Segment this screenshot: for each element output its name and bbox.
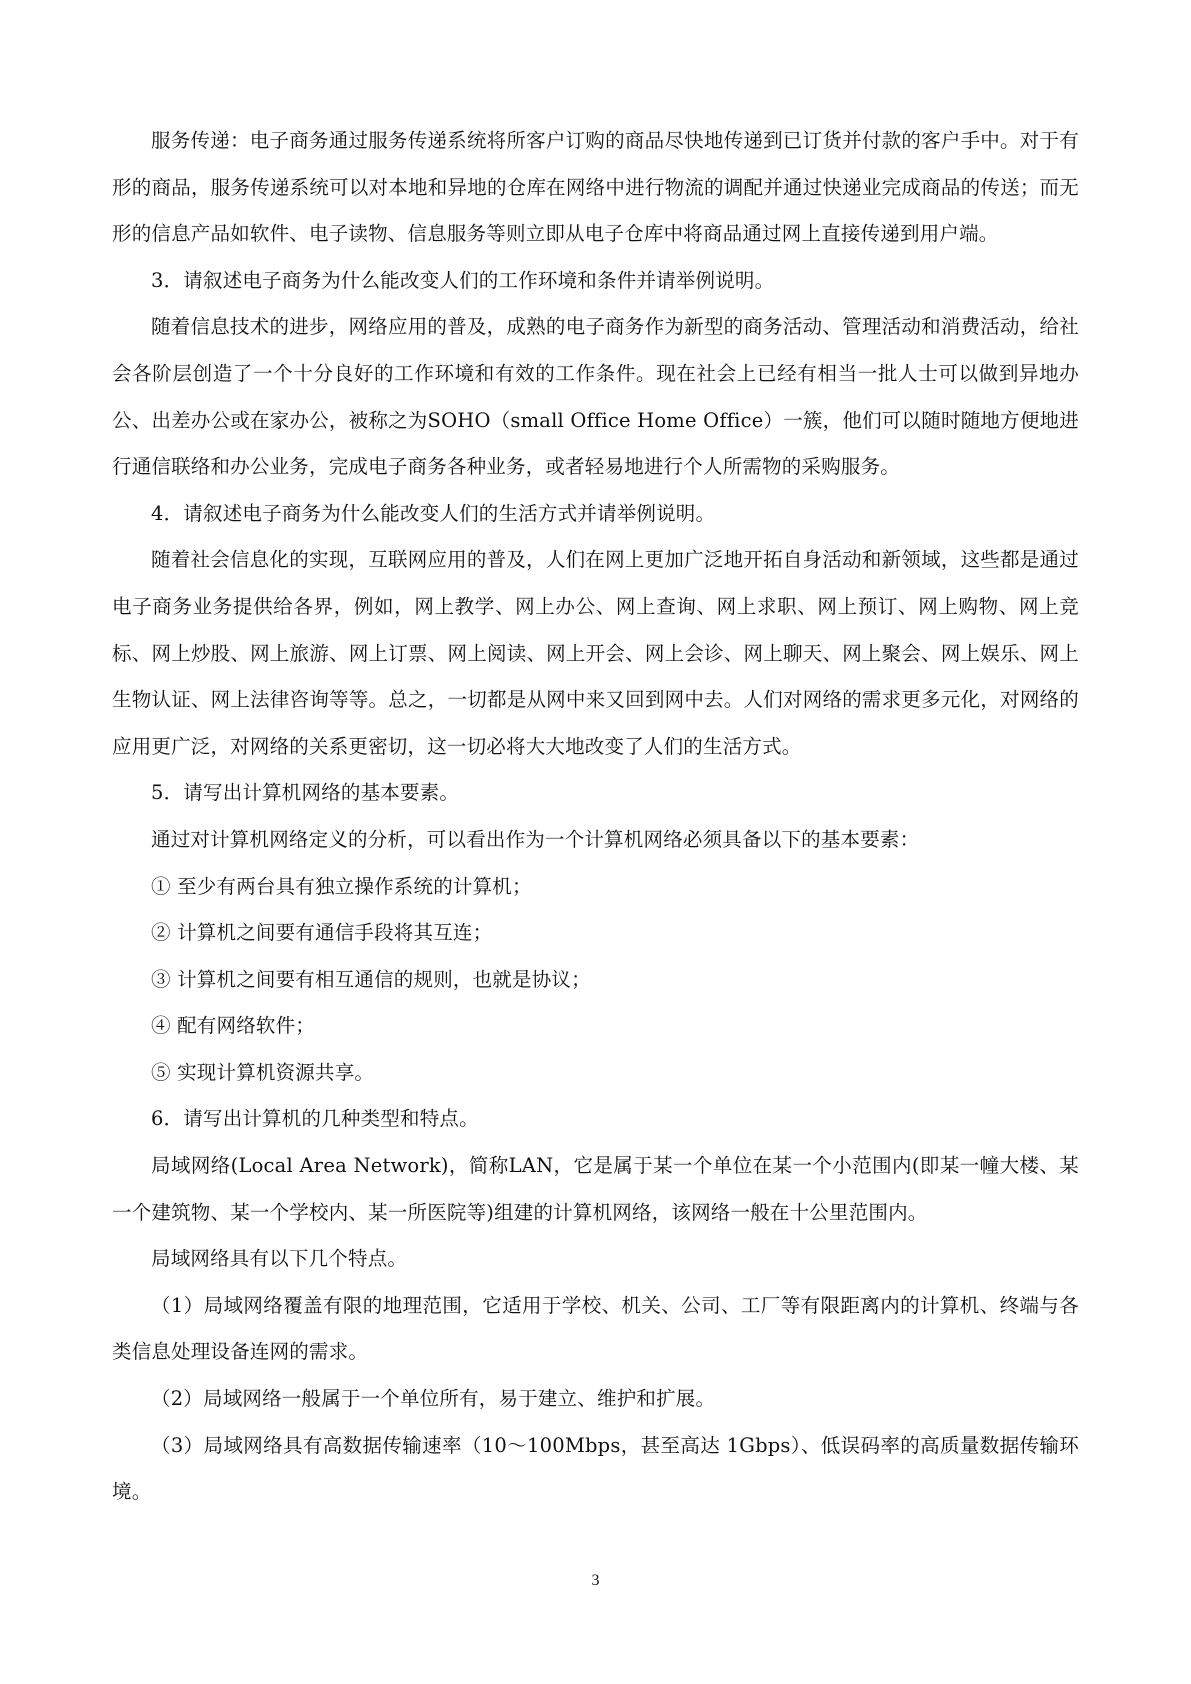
lan-feature-1: （1）局域网络覆盖有限的地理范围，它适用于学校、机关、公司、工厂等有限距离内的计算机、终端与各类信息处理设备连网的需求。 bbox=[112, 1293, 1079, 1364]
list-item: ② 计算机之间要有通信手段将其互连； bbox=[151, 921, 493, 945]
lan-feature-2: （2）局域网络一般属于一个单位所有，易于建立、维护和扩展。 bbox=[151, 1387, 716, 1411]
list-item: ③ 计算机之间要有相互通信的规则，也就是协议； bbox=[151, 967, 591, 991]
page-number: 3 bbox=[591, 1572, 600, 1589]
paragraph-service-delivery: 服务传递：电子商务通过服务传递系统将所客户订购的商品尽快地传递到已订货并付款的客户手中。对于有形的商品，服务传递系统可以对本地和异地的仓库在网络中进行物流的调配并通过快递业完成商品的传送；而无形的信息产品如软件、电子读物、信息服务等则立即从电子仓库中将商品通过网上直接传递到用户端。 bbox=[112, 129, 1079, 246]
list-item: ⑤ 实现计算机资源共享。 bbox=[151, 1060, 375, 1084]
list-item: ④ 配有网络软件； bbox=[151, 1014, 315, 1038]
list-item: ① 至少有两台具有独立操作系统的计算机； bbox=[151, 874, 532, 898]
answer-5-intro: 通过对计算机网络定义的分析，可以看出作为一个计算机网络必须具备以下的基本要素： bbox=[151, 827, 920, 851]
lan-definition-paragraph: 局域网络(Local Area Network)，简称LAN，它是属于某一个单位在某一个小范围内(即某一幢大楼、某一个建筑物、某一个学校内、某一所医院等)组建的计算机网络，该网络一般在十公里范围内。 bbox=[112, 1154, 1079, 1224]
question-3-heading: 3．请叙述电子商务为什么能改变人们的工作环境和条件并请举例说明。 bbox=[151, 268, 775, 292]
body-text bbox=[112, 118, 1079, 1516]
answer-3-paragraph: 随着信息技术的进步，网络应用的普及，成熟的电子商务作为新型的商务活动、管理活动和消费活动，给社会各阶层创造了一个十分良好的工作环境和有效的工作条件。现在社会上已经有相当一批人士可以做到异地办公、出差办公或在家办公，被称之为SOHO（small Office Home Office）一簇，他们可以随时随地方便地进行通信联络和办公业务，完成电子商务各种业务，或者轻易地进行个人所需物的采购服务。 bbox=[112, 315, 1079, 479]
lan-features-intro: 局域网络具有以下几个特点。 bbox=[151, 1247, 408, 1271]
question-6-heading: 6．请写出计算机的几种类型和特点。 bbox=[151, 1107, 479, 1131]
answer-4-paragraph: 随着社会信息化的实现，互联网应用的普及，人们在网上更加广泛地开拓自身活动和新领域，这些都是通过电子商务业务提供给各界，例如，网上教学、网上办公、网上查询、网上求职、网上预订、网上购物、网上竞标、网上炒股、网上旅游、网上订票、网上阅读、网上开会、网上会诊、网上聊天、网上聚会、网上娱乐、网上生物认证、网上法律咨询等等。总之，一切都是从网中来又回到网中去。人们对网络的需求更多元化，对网络的应用更广泛，对网络的关系更密切，这一切必将大大地改变了人们的生活方式。 bbox=[112, 548, 1079, 758]
question-4-heading: 4．请叙述电子商务为什么能改变人们的生活方式并请举例说明。 bbox=[151, 501, 716, 525]
lan-feature-3: （3）局域网络具有高数据传输速率（10～100Mbps，甚至高达 1Gbps）、低误码率的高质量数据传输环境。 bbox=[112, 1433, 1079, 1504]
question-5-heading: 5．请写出计算机网络的基本要素。 bbox=[151, 781, 460, 805]
